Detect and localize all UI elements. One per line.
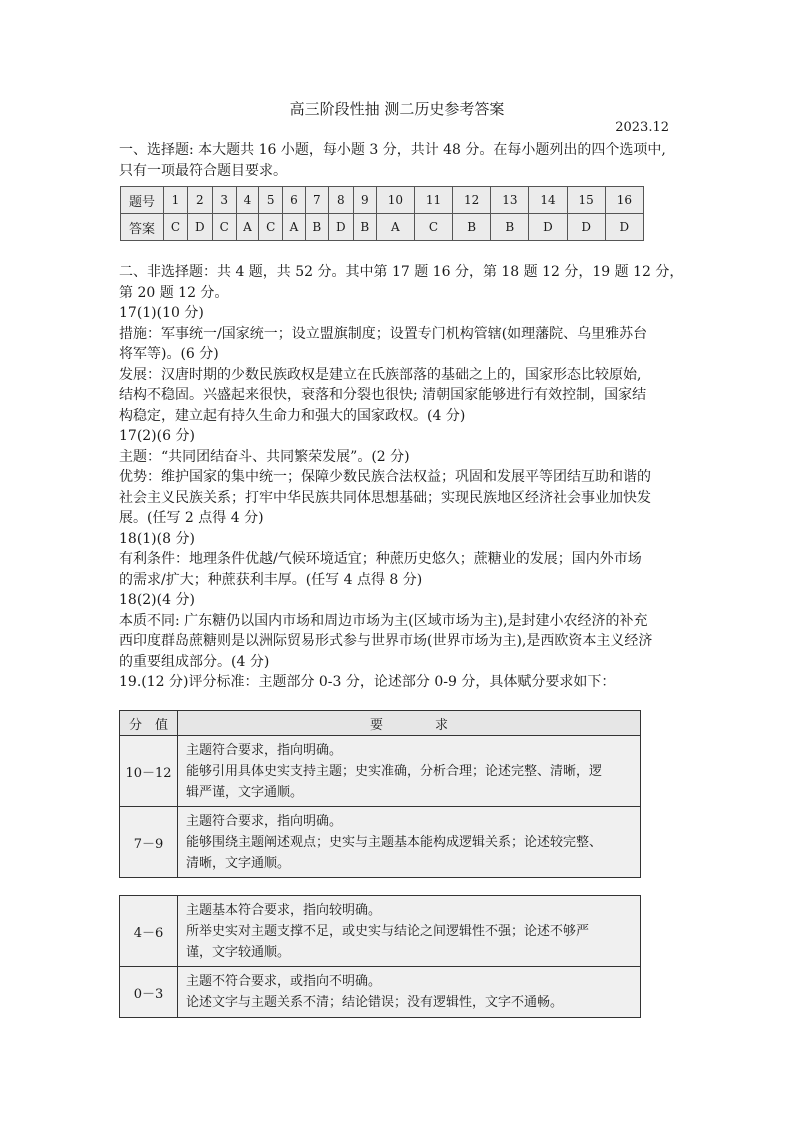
text-line: 将军等)。(6 分) xyxy=(119,346,219,362)
answer-cell: B xyxy=(453,214,491,241)
answer-cell: A xyxy=(236,214,259,241)
question-number: 11 xyxy=(414,187,452,214)
scoring-table-part2 xyxy=(119,895,641,1018)
scoring-row xyxy=(120,807,641,878)
question-number-row xyxy=(121,187,644,214)
section2-content xyxy=(119,262,684,693)
text-line: 二、非选择题：共 4 题，共 52 分。其中第 17 题 16 分，第 18 题 12 分，19 题 12 分， xyxy=(119,264,684,280)
score-requirement xyxy=(178,967,641,1018)
document-title: 高三阶段性抽 测二历史参考答案 xyxy=(289,100,505,118)
question-number: 3 xyxy=(212,187,236,214)
requirement-header: 要 求 xyxy=(178,711,641,736)
question-heading: 19.(12 分)评分标准：主题部分 0-3 分，论述部分 0-9 分，具体赋分要求如下： xyxy=(119,674,616,690)
question-number: 14 xyxy=(529,187,567,214)
question-number: 1 xyxy=(164,187,188,214)
answer-cell: D xyxy=(605,214,643,241)
question-number: 8 xyxy=(328,187,353,214)
answer-cell: B xyxy=(353,214,376,241)
answer-cell: D xyxy=(529,214,567,241)
answer-cell: C xyxy=(259,214,283,241)
answer-cell: C xyxy=(414,214,452,241)
requirement-line: 主题基本符合要求，指向较明确。 xyxy=(186,902,382,918)
requirement-line: 论述文字与主题关系不清；结论错误；没有逻辑性，文字不通畅。 xyxy=(186,995,564,1010)
text-line: 本质不同: 广东糖仍以国内市场和周边市场为主(区域市场为主),是封建小农经济的补充 xyxy=(119,612,648,629)
text-line: 主题：“共同团结奋斗、共同繁荣发展”。(2 分) xyxy=(119,448,410,465)
answer-cell: C xyxy=(212,214,236,241)
text-line: 优势：维护国家的集中统一；保障少数民族合法权益；巩固和发展平等团结互助和谐的 xyxy=(119,469,651,485)
text-line: 的需求/扩大；种蔗获利丰厚。(任写 4 点得 8 分) xyxy=(119,571,423,588)
multiple-choice-answer-table xyxy=(120,186,644,241)
answer-row xyxy=(121,214,644,241)
scoring-row xyxy=(120,736,641,807)
question-number: 13 xyxy=(491,187,529,214)
answer-cell: A xyxy=(376,214,414,241)
section1-instructions xyxy=(119,140,679,181)
requirement-line: 能够围绕主题阐述观点；史实与主题基本能构成逻辑关系；论述较完整、 xyxy=(186,834,603,850)
text-line: 措施：军事统一/国家统一；设立盟旗制度；设置专门机构管辖(如理藩院、乌里雅苏台 xyxy=(119,325,648,342)
question-number: 5 xyxy=(259,187,283,214)
answer-cell: C xyxy=(164,214,188,241)
question-number: 4 xyxy=(236,187,259,214)
score-requirement xyxy=(178,736,641,807)
requirement-line: 主题不符合要求，或指向不明确。 xyxy=(186,974,382,989)
requirement-line: 谨，文字较通顺。 xyxy=(186,944,291,960)
answer-cell: D xyxy=(187,214,212,241)
question-number: 7 xyxy=(305,187,328,214)
question-number: 9 xyxy=(353,187,376,214)
score-range: 10－12 xyxy=(120,736,178,807)
score-value-header: 分 值 xyxy=(120,711,178,736)
text-line: 有利条件：地理条件优越/气候环境适宜；种蔗历史悠久；蔗糖业的发展；国内外市场 xyxy=(119,551,642,567)
text-line: 西印度群岛蔗糖则是以洲际贸易形式参与世界市场(世界市场为主),是西欧资本主义经济 xyxy=(119,633,653,649)
score-requirement xyxy=(178,896,641,967)
requirement-line: 清晰，文字通顺。 xyxy=(186,855,291,871)
text-line: 第 20 题 12 分。 xyxy=(119,284,229,301)
text-line: 构稳定，建立起有持久生命力和强大的国家政权。(4 分) xyxy=(119,407,466,424)
question-number: 15 xyxy=(567,187,605,214)
question-heading: 18(2)(4 分) xyxy=(119,592,195,608)
question-number: 12 xyxy=(453,187,491,214)
answer-cell: A xyxy=(283,214,306,241)
text-line: 社会主义民族关系；打牢中华民族共同体思想基础；实现民族地区经济社会事业加快发 xyxy=(119,489,651,506)
answer-cell: D xyxy=(567,214,605,241)
question-heading: 18(1)(8 分) xyxy=(119,530,195,547)
score-range: 0－3 xyxy=(120,967,178,1018)
text-line: 结构不稳固。兴盛起来很快，衰落和分裂也很快; 清朝国家能够进行有效控制，国家结 xyxy=(119,387,647,403)
question-heading: 17(2)(6 分) xyxy=(119,428,195,444)
text-line: 一、选择题: 本大题共 16 小题，每小题 3 分，共计 48 分。在每小题列出的四个选项中, xyxy=(119,142,666,158)
scoring-table-part1 xyxy=(119,710,641,878)
text-line: 发展：汉唐时期的少数民族政权是建立在氏族部落的基础之上的，国家形态比较原始, xyxy=(119,366,642,383)
score-range: 7－9 xyxy=(120,807,178,878)
question-number: 10 xyxy=(376,187,414,214)
question-number-label: 题号 xyxy=(121,187,164,214)
requirement-line: 所举史实对主题支撑不足，或史实与结论之间逻辑性不强；论述不够严 xyxy=(186,923,590,939)
scoring-row xyxy=(120,896,641,967)
answer-label: 答案 xyxy=(121,214,164,241)
score-range: 4－6 xyxy=(120,896,178,967)
scoring-header-row xyxy=(120,711,641,736)
question-number: 6 xyxy=(283,187,306,214)
question-number: 2 xyxy=(187,187,212,214)
answer-cell: B xyxy=(491,214,529,241)
requirement-line: 能够引用具体史实支持主题；史实准确，分析合理；论述完整、清晰，逻 xyxy=(186,763,603,779)
text-line: 只有一项最符合题目要求。 xyxy=(119,162,287,179)
question-number: 16 xyxy=(605,187,643,214)
requirement-line: 主题符合要求，指向明确。 xyxy=(186,813,343,829)
score-requirement xyxy=(178,807,641,878)
requirement-line: 主题符合要求，指向明确。 xyxy=(186,742,343,758)
answer-cell: D xyxy=(328,214,353,241)
answer-cell: B xyxy=(305,214,328,241)
requirement-line: 辑严谨，文字通顺。 xyxy=(186,784,304,800)
text-line: 的重要组成部分。(4 分) xyxy=(119,653,270,670)
question-heading: 17(1)(10 分) xyxy=(119,305,204,321)
text-line: 展。(任写 2 点得 4 分) xyxy=(119,510,264,526)
document-date: 2023.12 xyxy=(615,120,669,135)
scoring-row xyxy=(120,967,641,1018)
